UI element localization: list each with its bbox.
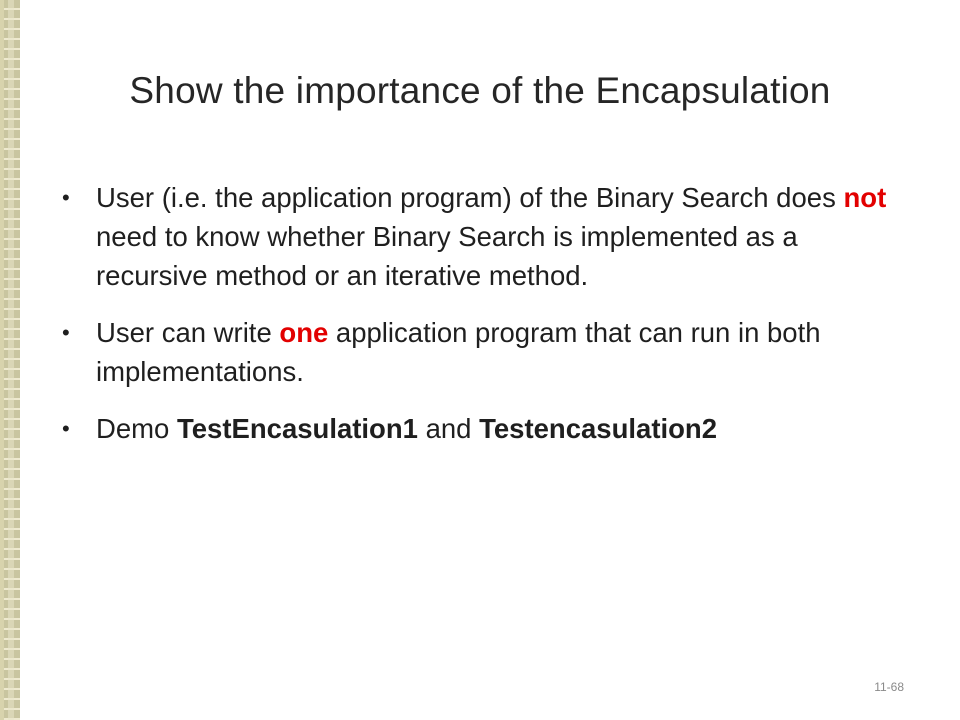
bullet-item-one-program (62, 313, 892, 391)
bullet-text: User can write (96, 317, 280, 348)
bullet-text: User (i.e. the application program) of the Binary Search does (96, 182, 844, 213)
bullet-icon: • (62, 185, 70, 210)
bullet-list (62, 178, 892, 466)
bullet-text: Demo (96, 413, 177, 444)
bullet-icon: • (62, 320, 70, 345)
emphasis-one: one (279, 317, 329, 348)
emphasis-not: not (843, 182, 887, 213)
page-number: 11-68 (874, 680, 904, 694)
bullet-item-demo (62, 409, 892, 448)
bullet-icon: • (62, 416, 70, 441)
bullet-item-binary-search (62, 178, 892, 295)
bullet-text: and (417, 413, 480, 444)
demo-name-2: Testencasulation2 (479, 413, 718, 444)
slide-title: Show the importance of the Encapsulation (129, 70, 831, 111)
bullet-text: need to know whether Binary Search is implemented as a recursive method or an iterative method. (96, 221, 798, 291)
demo-name-1: TestEncasulation1 (177, 413, 418, 444)
bullet-text: application program that can run in both implementations. (96, 317, 821, 387)
